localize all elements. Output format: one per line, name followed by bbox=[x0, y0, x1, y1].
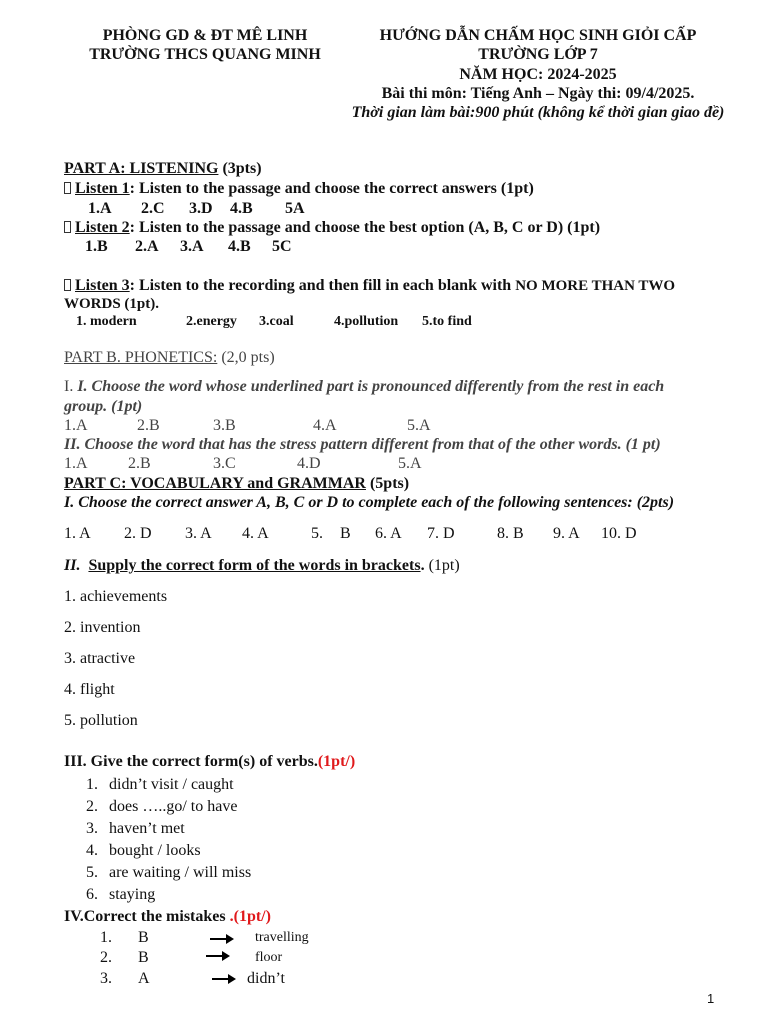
grammar-s1-answer: 7. D bbox=[427, 525, 455, 542]
verb-item-number: 6. bbox=[86, 886, 98, 903]
phonetics-q2-answer: 3.C bbox=[213, 455, 236, 472]
mistake-correction: didn’t bbox=[247, 970, 285, 987]
phonetics-q1 bbox=[64, 378, 664, 396]
word-form-answer: 2. invention bbox=[64, 619, 141, 636]
verb-item-number: 4. bbox=[86, 842, 98, 859]
doc-title-line1: HƯỚNG DẪN CHẤM HỌC SINH GIỎI CẤP bbox=[379, 27, 697, 44]
page-number: 1 bbox=[707, 991, 715, 1006]
listen3-answer: 4.pollution bbox=[334, 314, 399, 329]
word-form-answer: 5. pollution bbox=[64, 712, 138, 729]
grammar-s1-answer: 10. D bbox=[601, 525, 637, 542]
word-form-answer: 1. achievements bbox=[64, 588, 168, 605]
listen3-instruction bbox=[64, 277, 675, 295]
listen3-answer: 5.to find bbox=[422, 314, 472, 329]
listen2-answer: 2.A bbox=[135, 238, 159, 255]
grammar-s1-answer: B bbox=[340, 525, 351, 542]
grammar-s2-dot: . bbox=[420, 557, 425, 574]
school-department: PHÒNG GD & ĐT MÊ LINH bbox=[102, 27, 308, 44]
listen2-answer: 1.B bbox=[85, 238, 108, 255]
phonetics-q1-answer: 2.B bbox=[137, 417, 160, 434]
phonetics-q2: II. Choose the word that has the stress pattern different from that of the other words. (1 pt) bbox=[64, 436, 661, 453]
grammar-s2-text: Supply the correct form of the words in brackets bbox=[88, 557, 421, 574]
mistake-item-number: 2. bbox=[100, 949, 112, 966]
part-c-points: (5pts) bbox=[365, 475, 410, 492]
listen1-answer: 1.A bbox=[88, 200, 112, 217]
exam-subject-date: Bài thi môn: Tiếng Anh – Ngày thi: 09/4/2025. bbox=[381, 85, 695, 102]
listen3-answer: 3.coal bbox=[259, 314, 294, 329]
part-c-title: PART C: VOCABULARY and GRAMMAR bbox=[64, 475, 366, 492]
listen1-answer: 4.B bbox=[230, 200, 253, 217]
phonetics-q2-answer: 1.A bbox=[64, 455, 88, 472]
mistake-item-number: 3. bbox=[100, 970, 112, 987]
doc-title-line2: TRƯỜNG LỚP 7 bbox=[478, 46, 598, 63]
grammar-s4-points: .(1pt/) bbox=[229, 908, 271, 925]
exam-duration: Thời gian làm bài:900 phút (không kể thời gian giao đề) bbox=[351, 104, 725, 121]
grammar-s1-answer: 1. A bbox=[64, 525, 91, 542]
verb-item-number: 3. bbox=[86, 820, 98, 837]
listen3-answer: 2.energy bbox=[186, 314, 237, 329]
grammar-s1-answer: 4. A bbox=[242, 525, 269, 542]
grammar-s3-heading bbox=[64, 753, 355, 771]
grammar-s1-instruction: I. Choose the correct answer A, B, C or D to complete each of the following sentences: (2pts) bbox=[64, 494, 675, 511]
part-a-points: (3pts) bbox=[218, 160, 262, 177]
word-form-answer: 3. atractive bbox=[64, 650, 136, 667]
listen3-answer: 1. modern bbox=[76, 314, 137, 329]
listen2-answer: 3.A bbox=[180, 238, 204, 255]
phonetics-q1-text: I. Choose the word whose underlined part is pronounced differently from the rest in each bbox=[77, 378, 665, 395]
phonetics-q1-answer: 1.A bbox=[64, 417, 88, 434]
verb-item-number: 1. bbox=[86, 776, 98, 793]
grammar-s3-points: (1pt/) bbox=[317, 753, 356, 770]
grammar-s4-text: IV.Correct the mistakes bbox=[64, 908, 230, 925]
part-a-heading bbox=[64, 160, 262, 178]
phonetics-q1-answer: 3.B bbox=[213, 417, 236, 434]
part-b-heading bbox=[64, 349, 275, 367]
mistake-correction: travelling bbox=[255, 930, 309, 945]
part-b-title: PART B. PHONETICS: bbox=[64, 349, 218, 366]
verb-answer: staying bbox=[109, 886, 156, 903]
listen2-answer: 5C bbox=[272, 238, 292, 255]
right-arrow-icon bbox=[212, 972, 238, 986]
grammar-s1-answer: 5. bbox=[311, 525, 323, 542]
phonetics-q2-answer: 4.D bbox=[297, 455, 321, 472]
verb-item-number: 2. bbox=[86, 798, 98, 815]
grammar-s2-points: (1pt) bbox=[424, 557, 460, 574]
verb-answer: does …..go/ to have bbox=[109, 798, 238, 815]
grammar-s1-answer: 2. D bbox=[124, 525, 152, 542]
word-form-answer: 4. flight bbox=[64, 681, 115, 698]
grammar-s1-answer: 9. A bbox=[553, 525, 580, 542]
verb-answer: bought / looks bbox=[109, 842, 201, 859]
mistake-letter: A bbox=[138, 970, 150, 987]
listen2-label: Listen 2 bbox=[75, 219, 130, 236]
listen1-instruction bbox=[64, 180, 534, 198]
mistake-letter: B bbox=[138, 929, 149, 946]
school-name: TRƯỜNG THCS QUANG MINH bbox=[89, 46, 321, 63]
part-a-title: PART A: LISTENING bbox=[64, 160, 219, 177]
listen3-caps: NO MORE THAN TWO bbox=[515, 278, 676, 294]
grammar-s1-answer: 6. A bbox=[375, 525, 402, 542]
right-arrow-icon bbox=[206, 949, 232, 963]
verb-answer: haven’t met bbox=[109, 820, 185, 837]
part-c-heading bbox=[64, 475, 409, 493]
school-year: NĂM HỌC: 2024-2025 bbox=[459, 66, 617, 83]
grammar-s3-text: III. Give the correct form(s) of verbs. bbox=[64, 753, 318, 770]
listen1-text: : Listen to the passage and choose the correct answers (1pt) bbox=[129, 180, 534, 197]
checkbox-icon bbox=[64, 279, 71, 291]
grammar-s2-number: II. bbox=[64, 557, 81, 574]
grammar-s1-answer: 8. B bbox=[497, 525, 524, 542]
listen1-answer: 2.C bbox=[141, 200, 165, 217]
checkbox-icon bbox=[64, 182, 71, 194]
listen1-answer: 5A bbox=[285, 200, 305, 217]
phonetics-q1-prefix: I. bbox=[64, 378, 78, 395]
listen2-text: : Listen to the passage and choose the best option (A, B, C or D) (1pt) bbox=[129, 219, 601, 236]
checkbox-icon bbox=[64, 221, 71, 233]
phonetics-q2-answer: 5.A bbox=[398, 455, 422, 472]
listen1-label: Listen 1 bbox=[75, 180, 130, 197]
grammar-s2-heading bbox=[64, 557, 460, 575]
grammar-s4-heading bbox=[64, 908, 271, 926]
listen2-instruction bbox=[64, 219, 600, 237]
grammar-s1-answer: 3. A bbox=[185, 525, 212, 542]
phonetics-q1-line2: group. (1pt) bbox=[64, 398, 143, 415]
listen2-answer: 4.B bbox=[228, 238, 251, 255]
verb-item-number: 5. bbox=[86, 864, 98, 881]
verb-answer: are waiting / will miss bbox=[109, 864, 252, 881]
mistake-item-number: 1. bbox=[100, 929, 112, 946]
mistake-letter: B bbox=[138, 949, 149, 966]
listen1-answer: 3.D bbox=[189, 200, 213, 217]
verb-answer: didn’t visit / caught bbox=[109, 776, 234, 793]
phonetics-q1-answer: 4.A bbox=[313, 417, 337, 434]
phonetics-q1-answer: 5.A bbox=[407, 417, 431, 434]
right-arrow-icon bbox=[210, 932, 236, 946]
phonetics-q2-answer: 2.B bbox=[128, 455, 151, 472]
mistake-correction: floor bbox=[255, 950, 283, 965]
part-b-points: (2,0 pts) bbox=[217, 349, 275, 366]
listen3-text: : Listen to the recording and then fill in each blank with bbox=[129, 277, 516, 294]
listen3-label: Listen 3 bbox=[75, 277, 130, 294]
listen3-instruction-line2: WORDS (1pt). bbox=[64, 296, 160, 312]
